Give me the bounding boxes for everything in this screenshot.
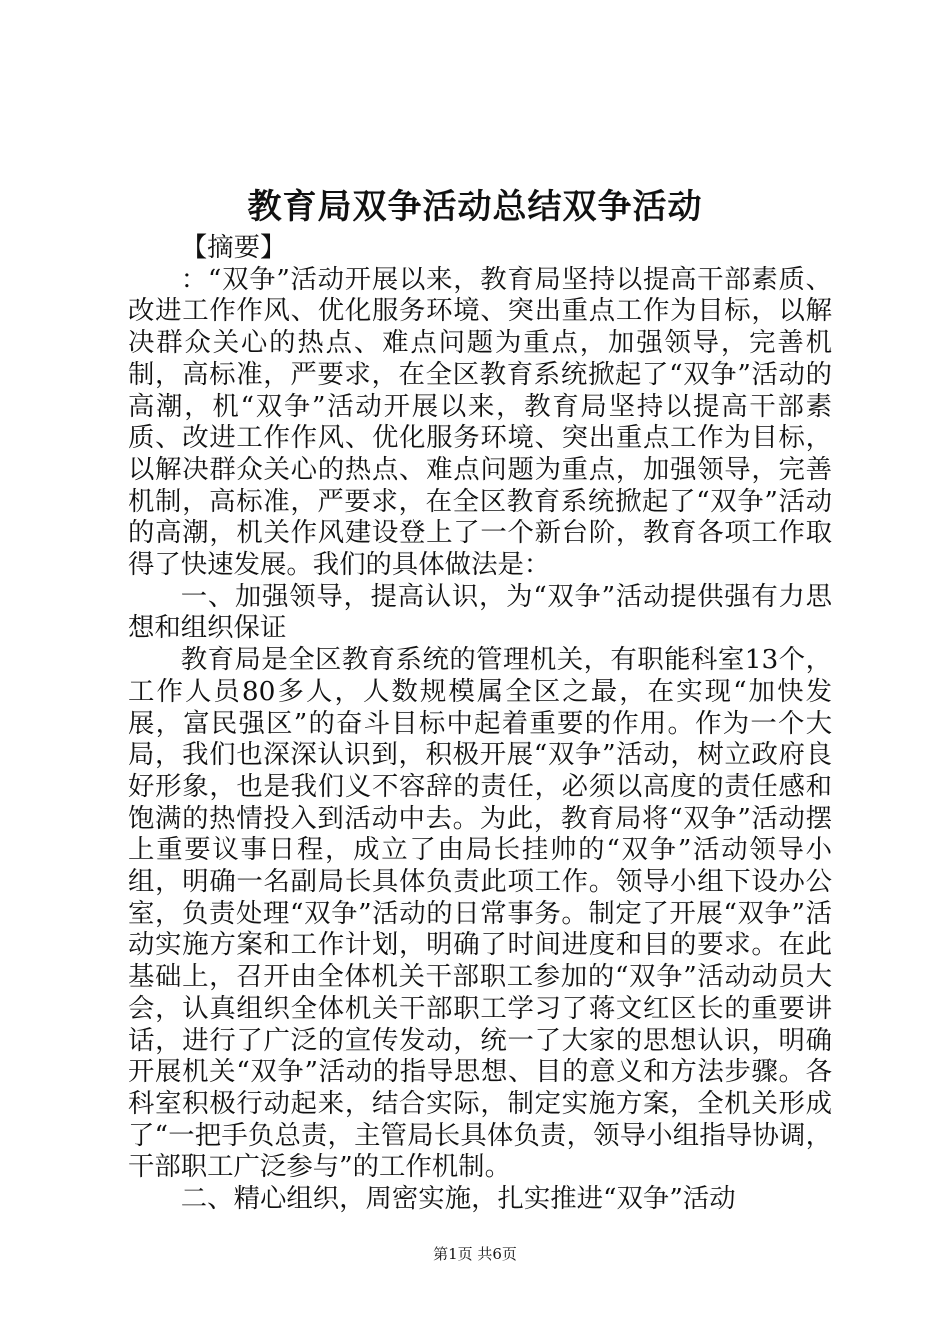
- document-body: [128, 232, 832, 1215]
- abstract-heading: 【摘要】: [180, 232, 287, 263]
- page-footer: 第1页 共6页: [433, 1245, 517, 1263]
- section-heading-1: 一、加强领导，提高认识，为“双争”活动提供强有力思想和组织保证: [128, 580, 832, 644]
- abstract-paragraph: ：“双争”活动开展以来，教育局坚持以提高干部素质、改进工作作风、优化服务环境、突出重点工作为目标，以解决群众关心的热点、难点问题为重点，加强领导，完善机制，高标准，严要求，在全区教育系统掀起了“双争”活动的高潮，机“双争”活动开展以来，教育局坚持以提高干部素质、改进工作作风、优化服务环境、突出重点工作为目标，以解决群众关心的热点、难点问题为重点，加强领导，完善机制，高标准，严要求，在全区教育系统掀起了“双争”活动的高潮，机关作风建设登上了一个新台阶，教育各项工作取得了快速发展。我们的具体做法是：: [128, 263, 832, 581]
- section-paragraph-1: 教育局是全区教育系统的管理机关，有职能科室13个，工作人员80多人，人数规模属全区之最，在实现“加快发展，富民强区”的奋斗目标中起着重要的作用。作为一个大局，我们也深深认识到，积极开展“双争”活动，树立政府良好形象，也是我们义不容辞的责任，必须以高度的责任感和饱满的热情投入到活动中去。为此，教育局将“双争”活动摆上重要议事日程，成立了由局长挂帅的“双争”活动领导小组，明确一名副局长具体负责此项工作。领导小组下设办公室，负责处理“双争”活动的日常事务。制定了开展“双争”活动实施方案和工作计划，明确了时间进度和目的要求。在此基础上，召开由全体机关干部职工参加的“双争”活动动员大会，认真组织全体机关干部职工学习了蒋文红区长的重要讲话，进行了广泛的宣传发动，统一了大家的思想认识，明确开展机关“双争”活动的指导思想、目的意义和方法步骤。各科室积极行动起来，结合实际，制定实施方案，全机关形成了“一把手负总责，主管局长具体负责，领导小组指导协调，干部职工广泛参与”的工作机制。: [128, 644, 832, 1183]
- section-heading-2: 二、精心组织，周密实施，扎实推进“双争”活动: [180, 1183, 736, 1215]
- document-title: 教育局双争活动总结双争活动: [247, 187, 703, 227]
